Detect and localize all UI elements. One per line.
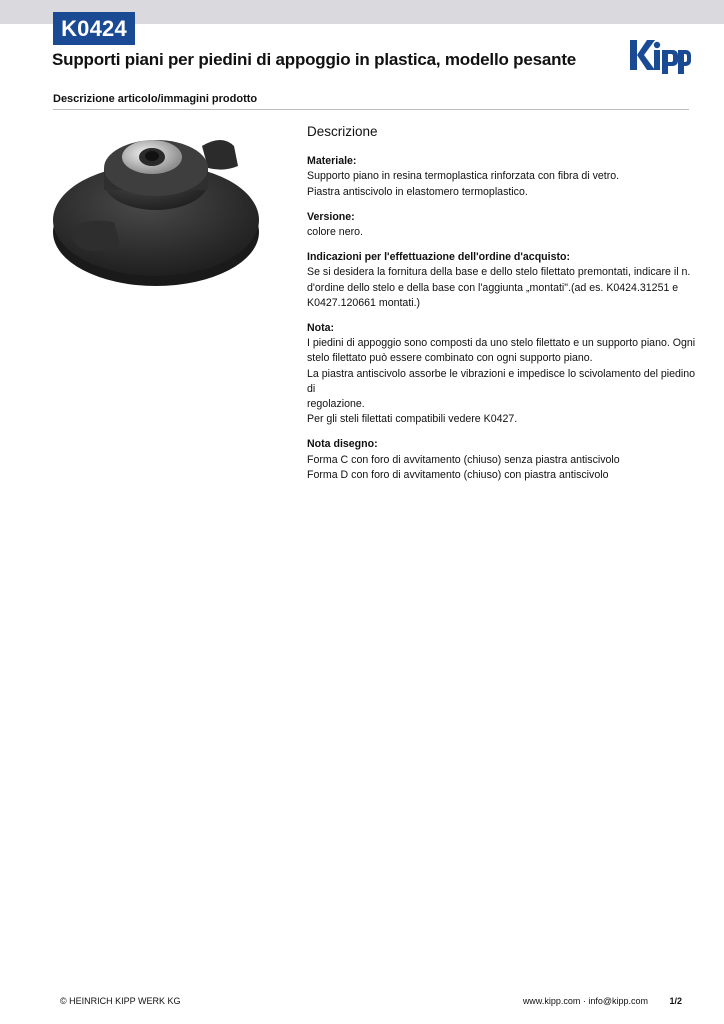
block-line: K0427.120661 montati.) [307,296,421,309]
block-title: Nota disegno: [307,438,378,451]
order-info-block [307,250,697,311]
footer-contact: www.kipp.com · info@kipp.com [522,996,648,1006]
product-code-badge: K0424 [53,12,135,45]
block-line: Se si desidera la fornitura della base e dello stelo filettato premontati, indicare il n. [307,266,691,279]
description-panel [307,124,697,493]
description-heading: Descrizione [307,124,378,139]
page-title: Supporti piani per piedini di appoggio in plastica, modello pesante [52,50,577,69]
page-number: 1/2 [669,996,682,1006]
block-line: Forma C con foro di avvitamento (chiuso) senza piastra antiscivolo [307,453,620,466]
block-line: colore nero. [307,226,363,239]
drawing-note-block [307,437,697,483]
block-title: Indicazioni per l'effettuazione dell'ordine d'acquisto: [307,251,571,264]
footer-copyright: © HEINRICH KIPP WERK KG [60,996,181,1006]
divider [53,109,689,110]
block-line: d'ordine dello stelo e della base con l'aggiunta „montati".(ad es. K0424.31251 e [307,281,679,294]
material-block [307,154,697,200]
block-line: regolazione. [307,398,365,411]
block-line: Per gli steli filettati compatibili vedere K0427. [307,413,518,426]
block-title: Versione: [307,210,355,223]
note-block [307,321,697,427]
section-label: Descrizione articolo/immagini prodotto [53,93,258,105]
block-line: stelo filettato può essere combinato con ogni supporto piano. [307,352,593,365]
block-line: La piastra antiscivolo assorbe le vibrazioni e impedisce lo scivolamento del piedino di [307,367,696,395]
block-title: Nota: [307,322,335,335]
product-image [52,124,260,290]
version-block [307,210,697,240]
block-line: Forma D con foro di avvitamento (chiuso) con piastra antiscivolo [307,468,609,481]
block-line: I piedini di appoggio sono composti da uno stelo filettato e un supporto piano. Ogni [307,337,696,350]
block-line: Supporto piano in resina termoplastica rinforzata con fibra di vetro. [307,170,620,183]
block-title: Materiale: [307,155,357,168]
kipp-logo [629,38,691,74]
block-line: Piastra antiscivolo in elastomero termoplastico. [307,185,528,198]
